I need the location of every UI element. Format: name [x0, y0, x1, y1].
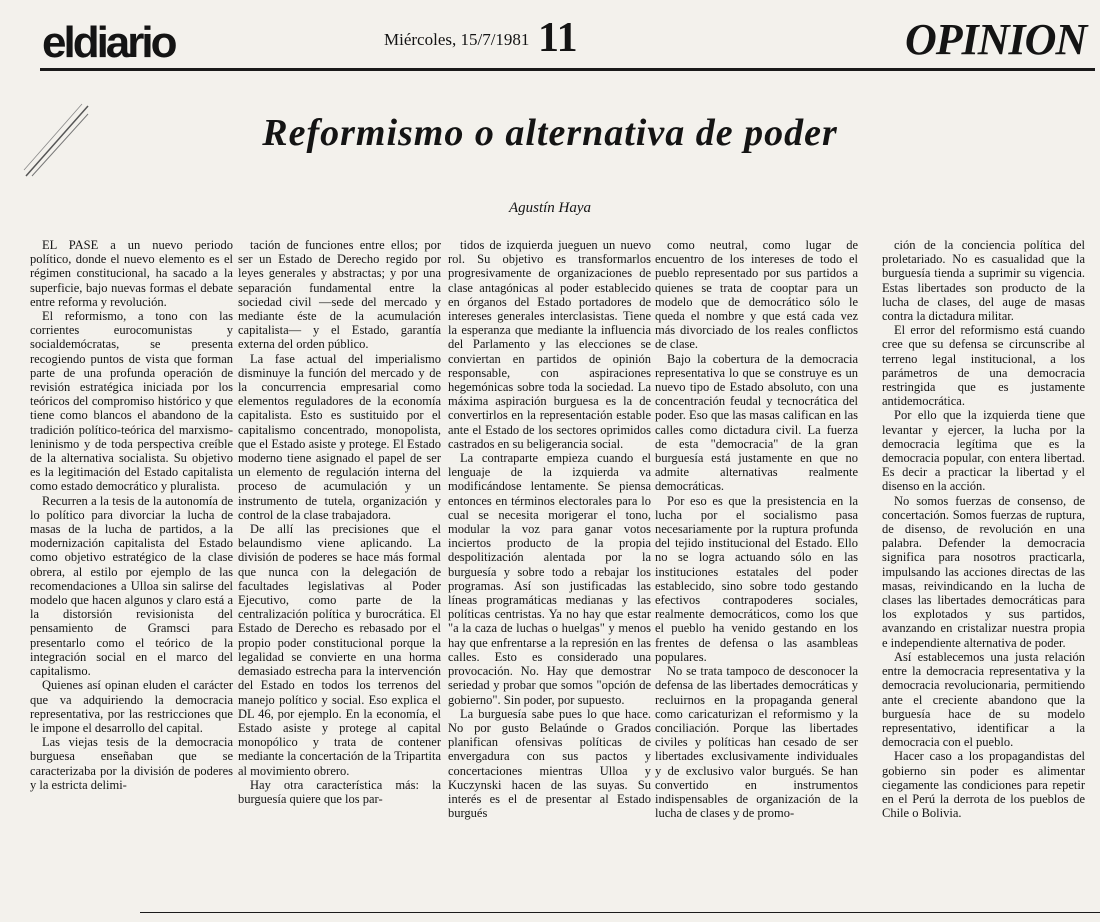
article-paragraph: Hay otra característica más: la burguesía quiere que los par-: [238, 777, 441, 806]
section-title: OPINION: [905, 15, 1087, 64]
article-column-4: [655, 238, 858, 910]
article-column-3: [448, 238, 651, 910]
masthead-rule: [40, 68, 1095, 71]
article-paragraph: Las viejas tesis de la democracia burguesa enseñaban que se caracterizaba por la división de poderes y la estricta delimi-: [30, 735, 233, 792]
article-column-1: [30, 238, 233, 910]
article-column-2: [238, 238, 441, 910]
article-paragraph: tidos de izquierda jueguen un nuevo rol. Su objetivo es transformarlos progresivamente de organizaciones de clase antagónicas al poder establecido en órganos del Estado portadores de intereses generales interclasistas. Tiene la esperanza que mediante la influencia del Parlamento y las elecciones se conviertan en partidos de opinión responsable, con aspiraciones hegemónicas sobre toda la sociedad. La máxima aspiración burguesa es la de convertirlos en la representación estable ante el Estado de los sectores oprimidos castrados en su beligerancia social.: [448, 238, 651, 451]
newspaper-logo: eldiario: [42, 18, 175, 67]
article-column-5: [882, 238, 1085, 910]
article-paragraph: ción de la conciencia política del proletariado. No es casualidad que la burguesía tienda a suprimir su vigencia. Estas libertades son producto de la lucha de clases, del auge de masas contra la dictadura militar.: [882, 238, 1085, 324]
article-paragraph: La fase actual del imperialismo disminuye la función del mercado y de la concurrencia empresarial como elementos reguladores de la economía capitalista. Esto es sustituido por el capitalismo concentrado, monopolista, que el Estado asiste y protege. El Estado moderno tiene asignado el papel de ser un elemento de regulación interna del proceso de acumulación y un instrumento de tutela, organización y control de la clase trabajadora.: [238, 351, 441, 522]
article-paragraph: Por eso es que la presistencia en la lucha por el socialismo pasa necesariamente por la ruptura profunda del tejido institucional del Estado. Ello no se logra actuando sólo en las instituciones estatales del poder establecido, sino sobre todo gestando efectivos contrapoderes sociales, realmente democráticos, como los que el pueblo ha venido gestando en los frentes de defensa o las asambleas populares.: [655, 493, 858, 664]
article-paragraph: Recurren a la tesis de la autonomía de lo político para divorciar la lucha de masas de la lucha de partidos, a la modernización capitalista del Estado como objetivo estratégico de la clase obrera, al estilo por ejemplo de las recomendaciones a Ulloa sin salirse del modelo que hacen algunos y claro está a la distorsión revisionista del pensamiento de Gramsci para presentarlo como el teórico de la integración social en el marco del capitalismo.: [30, 493, 233, 679]
article-paragraph: De allí las precisiones que el belaundismo viene aplicando. La división de poderes se hace más formal que nunca con la delegación de facultades legislativas al Poder Ejecutivo, como parte de la centralización política y burocrática. El Estado de Derecho es rebasado por el propio poder constitucional porque la legalidad se convierte en una horma demasiado estrecha para la intervención del Estado en todos los terrenos del manejo político y social. Eso explica el DL 46, por ejemplo. En la economía, el Estado asiste y protege al capital monopólico y trata de contener mediante la concertación de la Tripartita al movimiento obrero.: [238, 522, 441, 778]
article-paragraph: Por ello que la izquierda tiene que levantar y ejercer, la lucha por la democracia legítima que es la democracia popular, con entera libertad. Es decir a practicar la libertad y el disenso en la acción.: [882, 408, 1085, 494]
footer-rule: [140, 912, 1100, 913]
issue-date: Miércoles, 15/7/1981: [384, 30, 530, 49]
article-paragraph: tación de funciones entre ellos; por ser un Estado de Derecho regido por leyes generales y abstractas; y por una separación fundamental entre la sociedad civil —sede del mercado y mediante éste de la acumulación capitalista— y el Estado, garantía externa del orden público.: [238, 238, 441, 352]
page-number: 11: [538, 15, 578, 61]
article-paragraph: como neutral, como lugar de encuentro de los intereses de todo el pueblo representado por sus partidos a quienes se trata de cooptar para un modelo que de democrático sólo le queda el nombre y que está cada vez más divorciado de los reales conflictos de clase.: [655, 238, 858, 352]
article-paragraph: La burguesía sabe pues lo que hace. No por gusto Belaúnde o Grados planifican ofensivas políticas de envergadura con sus pactos y concertaciones mientras Ulloa y Kuczynski hacen de las suyas. Su interés es el de presentar al Estado burgués: [448, 706, 651, 821]
article-paragraph: La contraparte empieza cuando el lenguaje de la izquierda va modificándose lentamente. Se piensa entonces en términos electorales para lo cual se necesita morigerar el tono, modular la voz para ganar votos inciertos producto de la propia despolitización alentada por la burguesía y sobre todo a rebajar los programas. Así son justificadas las líneas programáticas medianas y las políticas centristas. Ya no hay que estar "a la caza de luchas o huelgas" y menos hay que enfrentarse a la represión en las calles. Esto es considerado una provocación. No. Hay que demostrar seriedad y probar que somos "opción de gobierno". Sin poder, por supuesto.: [448, 451, 651, 707]
article-paragraph: Hacer caso a los propagandistas del gobierno sin poder es alimentar ciegamente las condiciones para repetir en el Perú la derrota de los pueblos de Chile o Bolivia.: [882, 749, 1085, 821]
article-paragraph: El reformismo, a tono con las corrientes eurocomunistas y socialdemócratas, se presenta recogiendo puntos de vista que forman parte de una profunda operación de revisión estratégica iniciada por los teóricos del compromiso histórico y que tiene como blancos el abandono de la tradición político-teórica del marxismo-leninismo y de toda perspectiva creíble de la alternativa socialista. Su objetivo es la legitimación del Estado capitalista como estado democrático y pluralista.: [30, 309, 233, 494]
article-paragraph: No se trata tampoco de desconocer la defensa de las libertades democráticas y recluirnos en la propaganda general como caricaturizan el reformismo y la conciliación. Porque las libertades civiles y políticas han cesado de ser libertades exclusivamente individuales y de exclusivo valor burgués. Se han convertido en instrumentos indispensables de organización de la lucha de clases y de promo-: [655, 664, 858, 821]
article-paragraph: Bajo la cobertura de la democracia representativa lo que se construye es un nuevo tipo de Estado absoluto, con una concentración feudal y tecnocrática del poder. Eso que las masas califican en las calles como dictadura civil. La fuerza de esta "democracia" de la gran burguesía está justamente en que no admite alternativas realmente democráticas.: [655, 351, 858, 494]
article-paragraph: Así establecemos una justa relación entre la democracia representativa y la democracia revolucionaria, permitiendo ante el creciente abandono que la burguesía hace de su modelo representativo, identificar a la democracia con el pueblo.: [882, 649, 1085, 750]
article-paragraph: El error del reformismo está cuando cree que su defensa se circunscribe al terreno legal institucional, a los parámetros de una democracia restringida que es justamente antidemocrática.: [882, 323, 1085, 409]
article-paragraph: Quienes así opinan eluden el carácter que va adquiriendo la democracia representativa, por las restricciones que le impone el desarrollo del capital.: [30, 678, 233, 735]
article-byline: Agustín Haya: [508, 200, 592, 216]
article-paragraph: No somos fuerzas de consenso, de concertación. Somos fuerzas de ruptura, de disenso, de revolución en una palabra. Defender la democracia significa para nosotros practicarla, impulsando las acciones directas de las masas, reivindicando en la lucha de clases las libertades democráticas para los explotados y sus partidos, avanzando en cristalizar nuestra propia e independiente alternativa de poder.: [882, 493, 1085, 650]
article-paragraph: EL PASE a un nuevo periodo político, donde el nuevo elemento es el régimen constitucional, ha sacado a la superficie, bajo nuevas formas el debate entre reforma y revolución.: [30, 238, 233, 309]
masthead: [0, 0, 1100, 70]
article-headline: Reformismo o alternativa de poder: [262, 112, 838, 154]
